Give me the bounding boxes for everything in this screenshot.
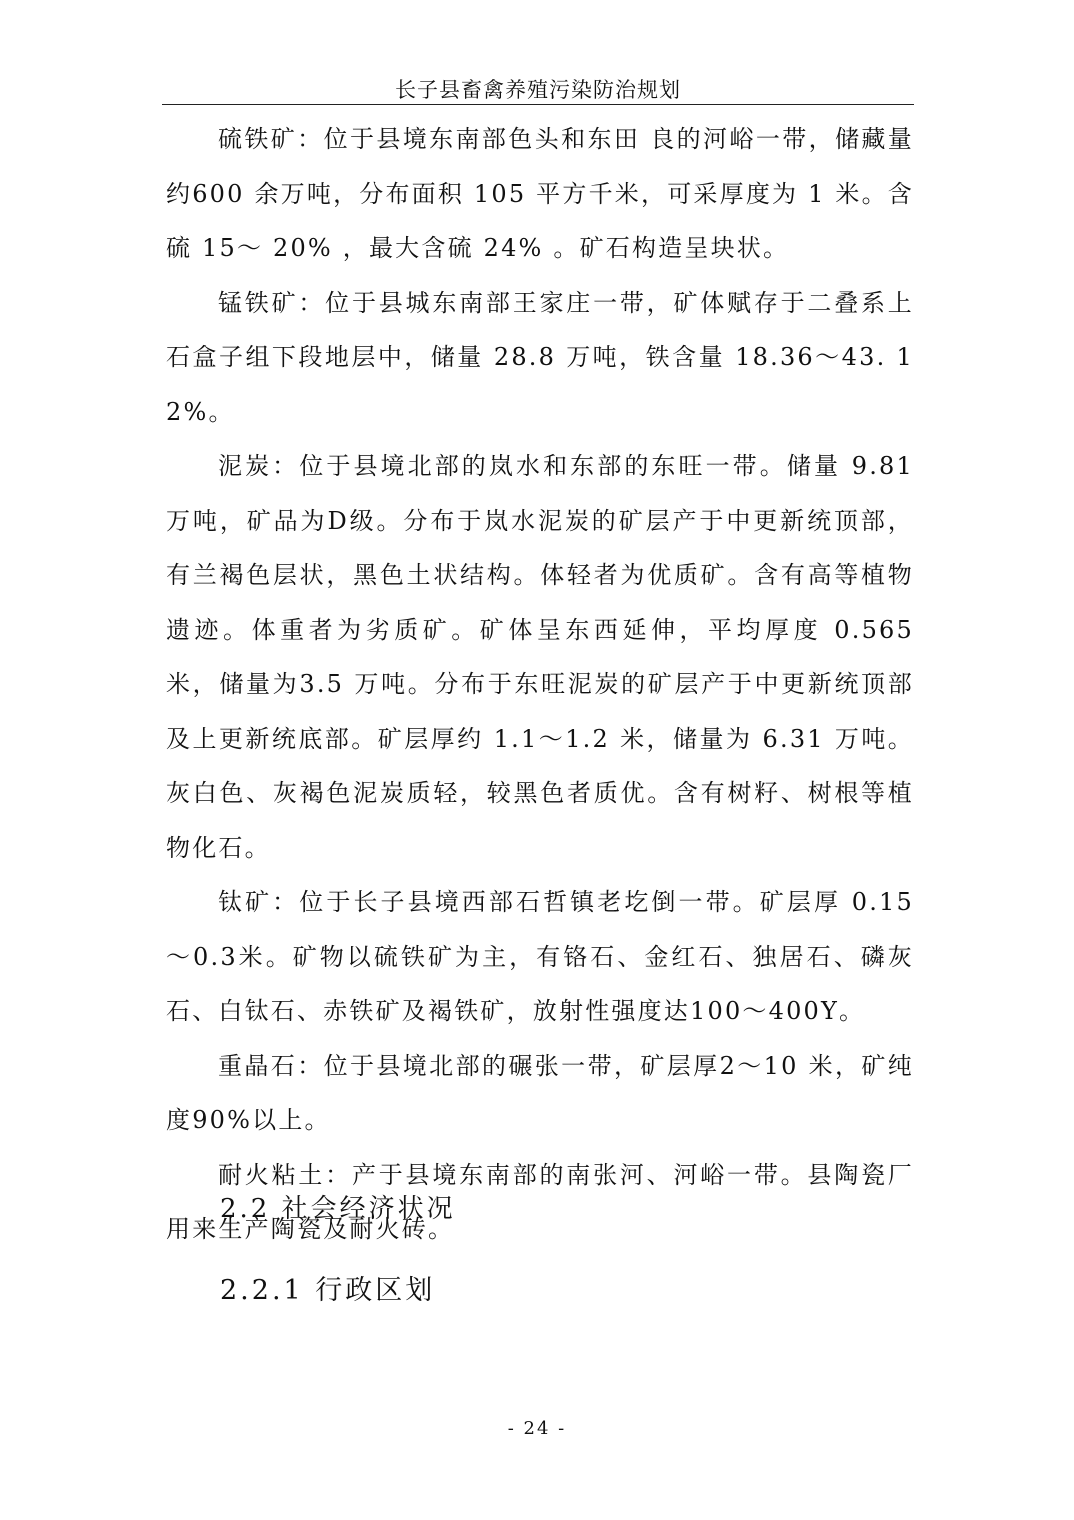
paragraph-fire-clay: 耐火粘土：产于县境东南部的南张河、河峪一带。县陶瓷厂用来生产陶瓷及耐火砖。 xyxy=(166,1160,914,1243)
paragraph-barite: 重晶石：位于县境北部的碾张一带，矿层厚2～10 米，矿纯度90%以上。 xyxy=(166,1051,914,1134)
paragraph-peat: 泥炭：位于县境北部的岚水和东部的东旺一带。储量 9.81 万吨，矿品为D级。分布于岚水泥炭的矿层产于中更新统顶部，有兰褐色层状，黑色土状结构。体轻者为优质矿。含有高等植物遗迹。体重者为劣质矿。矿体呈东西延伸，平均厚度 0.565 米，储量为3.5 万吨。分布于东旺泥炭的矿层产于中更新统顶部及上更新统底部。矿层厚约 1.1～1.2 米，储量为 6.31 万吨。灰白色、灰褐色泥炭质轻，较黑色者质优。含有树籽、树根等植物化石。 xyxy=(166,452,914,862)
section-heading: 2.2 社会经济状况 xyxy=(220,1194,456,1224)
subsection-heading: 2.2.1 行政区划 xyxy=(220,1275,436,1306)
paragraph-pyrite: 硫铁矿：位于县境东南部色头和东田 良的河峪一带，储藏量约600 余万吨，分布面积 105 平方千米，可采厚度为 1 米。含硫 15～ 20% ，最大含硫 24% 。矿石构造呈块状。 xyxy=(166,125,914,262)
paragraph-titanium: 钛矿：位于长子县境西部石哲镇老圪倒一带。矿层厚 0.15～0.3米。矿物以硫铁矿为主，有铬石、金红石、独居石、磷灰石、白钛石、赤铁矿及褐铁矿，放射性强度达100～400Y。 xyxy=(166,888,914,1025)
page-header-title: 长子县畜禽养殖污染防治规划 xyxy=(395,78,681,102)
header-rule xyxy=(162,104,914,105)
page-number: - 24 - xyxy=(507,1418,567,1439)
paragraph-manganese-iron: 锰铁矿：位于县城东南部王家庄一带，矿体赋存于二叠系上石盒子组下段地层中，储量 28.8 万吨，铁含量 18.36～43. 12%。 xyxy=(166,288,914,426)
body-text xyxy=(166,112,914,1257)
